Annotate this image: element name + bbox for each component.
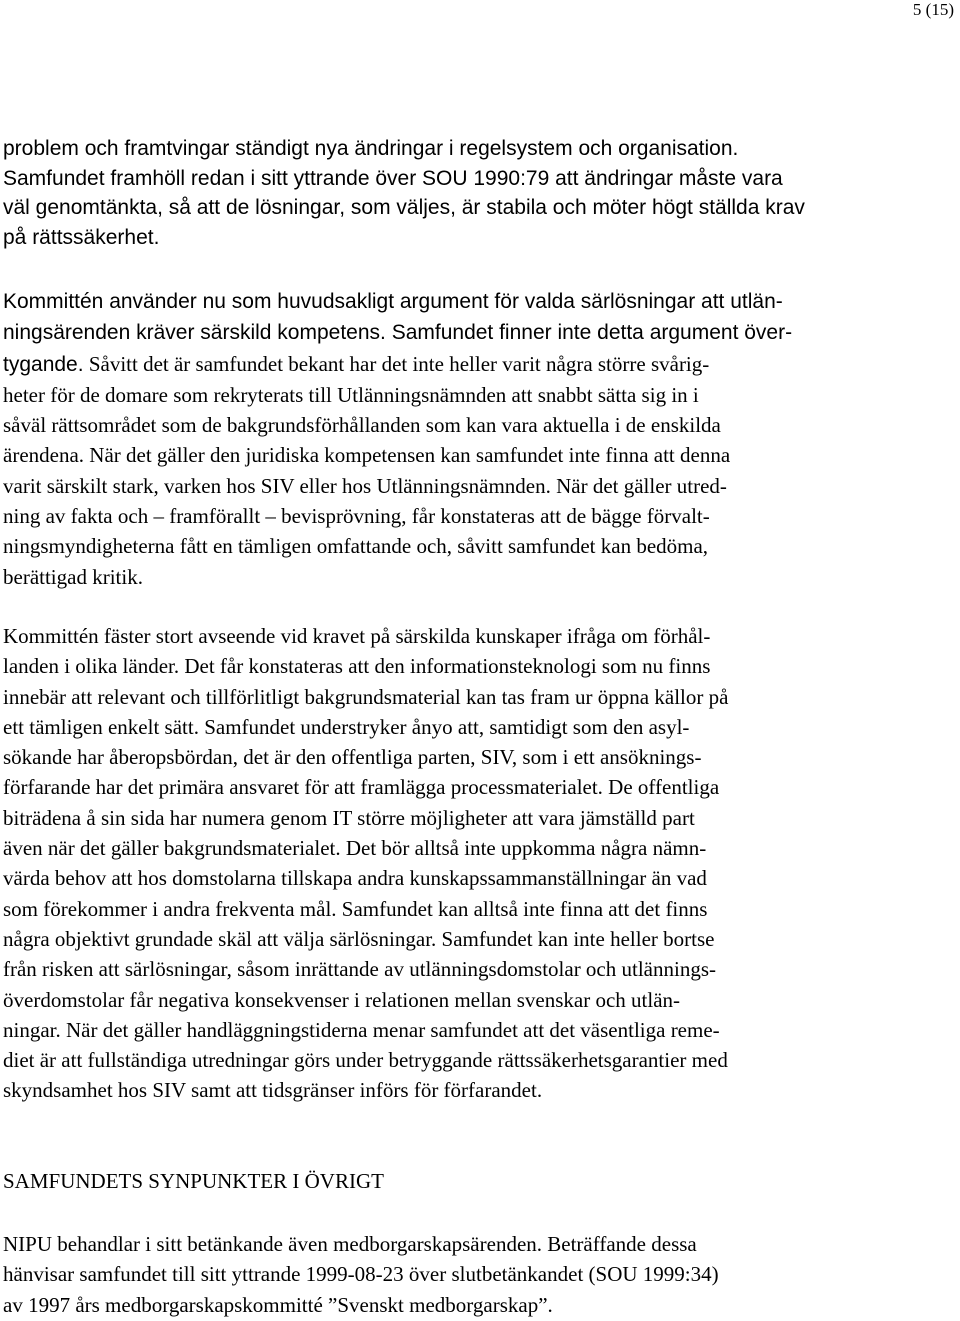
section-heading: SAMFUNDETS SYNPUNKTER I ÖVRIGT	[3, 1169, 384, 1193]
paragraph-competence-body: Såvitt det är samfundet bekant har det inte heller varit några större svårig- heter för de domare som rekryterats till Utlänningsnämnden att snabbt sätta sig in i såväl rättsområdet som de bakgrundsförhållanden som kan vara aktuella i de enskilda ärendena. När det gäller den juridiska kompetensen kan samfundet inte finna att denna varit särskilt stark, varken hos SIV eller hos Utlänningsnämnden. När det gäller utred- ning av fakta och – framförallt – bevisprövning, får konstateras att de bägge förvalt- ningsmyndigheterna fått en tämligen omfattande och, såvitt samfundet kan bedöma, berättigad kritik.	[3, 351, 731, 589]
page-number: 5 (15)	[912, 0, 954, 19]
paragraph-citizenship: NIPU behandlar i sitt betänkande även medborgarskapsärenden. Beträffande dessa hänvisar samfundet till sitt yttrande 1999-08-23 över slutbetänkandet (SOU 1999:34) av 1997 års medborgarskapskommitté ”Svenskt medborgarskap”.	[3, 1232, 719, 1317]
paragraph-country-knowledge: Kommittén fäster stort avseende vid kravet på särskilda kunskaper ifråga om förhål- landen i olika länder. Det får konstateras att den informationsteknologi som nu finns innebär att relevant och tillförlitligt bakgrundsmaterial kan tas fram ur öppna källor på ett tämligen enkelt sätt. Samfundet understryker ånyo att, samtidigt som den asyl- sökande har åberopsbördan, det är den offentliga parten, SIV, som i ett ansöknings- förfarande har det primära ansvaret för att framlägga processmaterialet. De offentliga biträdena å sin sida har numera genom IT större möjligheter att vara jämställd part även när det gäller bakgrundsmaterialet. Det bör alltså inte uppkomma några nämn- värda behov att hos domstolarna tillskapa andra kunskapssammanställningar än vad som förekommer i andra frekventa mål. Samfundet kan alltså inte finna att det finns några objektivt grundade skäl att välja särlösningar. Samfundet kan inte heller bortse från risken att särlösningar, såsom inrättande av utlänningsdomstolar och utlännings- överdomstolar får negativa konsekvenser i relationen mellan svenskar och utlän- ningar. När det gäller handläggningstiderna menar samfundet att det väsentliga reme- diet är att fullständiga utredningar görs under betryggande rättssäkerhetsgarantier med skyndsamhet hos SIV samt att tidsgränser införs för förfarandet.	[3, 624, 729, 1103]
paragraph-competence	[3, 286, 957, 592]
paragraph-competence-lead: Kommittén använder nu som huvudsakligt argument för valda särlösningar att utlän- ningsärenden kräver särskild kompetens. Samfundet finner inte detta argument över- tygande.	[3, 290, 793, 376]
paragraph-intro: problem och framtvingar ständigt nya ändringar i regelsystem och organisation. Samfundet framhöll redan i sitt yttrande över SOU 1990:79 att ändringar måste vara väl genomtänkta, så att de lösningar, som väljes, är stabila och möter högt ställda krav på rättssäkerhet.	[3, 137, 805, 249]
